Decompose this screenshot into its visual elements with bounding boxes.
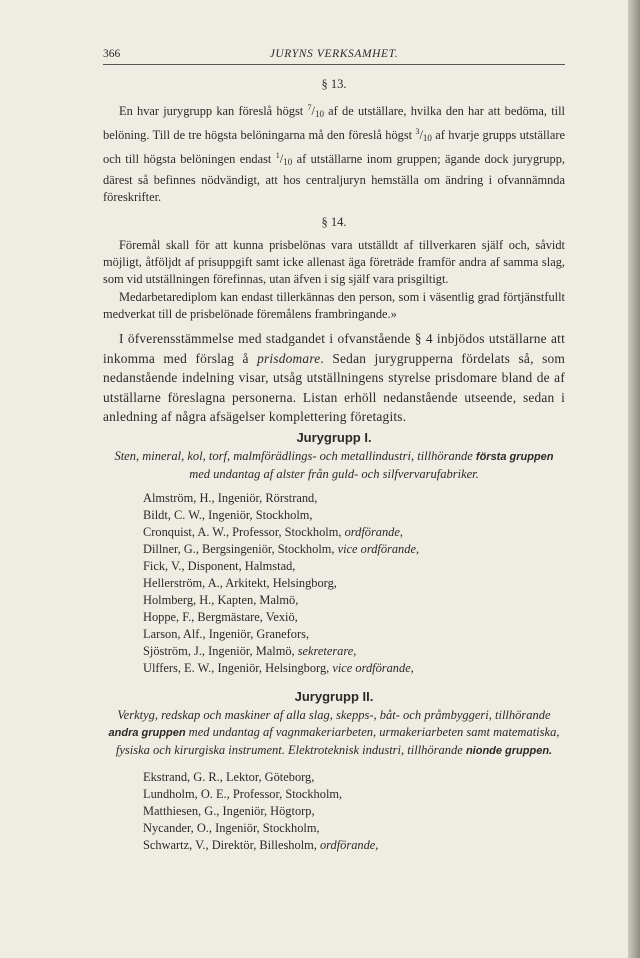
group-2-title: Jurygrupp II. xyxy=(294,689,374,704)
list-item: Hellerström, A., Arkitekt, Helsingborg, xyxy=(143,576,337,590)
running-header xyxy=(103,44,565,64)
list-item: Nycander, O., Ingeniör, Stockholm, xyxy=(143,821,320,835)
header-rule xyxy=(103,64,565,65)
group-1-title: Jurygrupp I. xyxy=(296,430,372,445)
section-13-heading: § 13. xyxy=(321,77,347,91)
list-item: Fick, V., Disponent, Halmstad, xyxy=(143,559,296,573)
intro-paragraph: I öfverensstämmelse med stadgandet i ofvanstående § 4 inbjödos utställarne att inkomma med förslag å prisdomare. Sedan jurygrupperna fördelats så, som nedanstående indelning visar, utsåg utställningens styrelse prisdomare bland de af utställarne föreslagna personerna. Listan erhöll nedanstående utseende, sedan i anledning af några afsägelser komplettering företagits. xyxy=(103,331,565,425)
page-edge-shadow xyxy=(628,0,640,958)
list-item: Almström, H., Ingeniör, Rörstrand, xyxy=(143,491,318,505)
list-item: Dillner, G., Bergsingeniör, Stockholm, vice ordförande, xyxy=(143,542,420,556)
running-title: JURYNS VERKSAMHET. xyxy=(269,48,399,60)
section-14-paragraph-2: Medarbetarediplom kan endast tillerkännas den person, som i väsentlig grad förtjänstfullt medverkat till de prisbelönade föremålens frambringande.» xyxy=(103,289,565,321)
list-item: Sjöström, J., Ingeniör, Malmö, sekreterare, xyxy=(143,644,357,658)
list-item: Matthiesen, G., Ingeniör, Högtorp, xyxy=(143,804,315,818)
list-item: Ekstrand, G. R., Lektor, Göteborg, xyxy=(143,770,315,784)
list-item: Cronquist, A. W., Professor, Stockholm, ordförande, xyxy=(143,525,403,539)
section-13-paragraph: En hvar jurygrupp kan föreslå högst $^7/_{10}$ af de utställare, hvilka den har att bedöma, till belöning. Till de tre högsta belöningarna må den föreslå högst $^3/_{10}$ af hvarje grupps utställare och till högsta belöningen endast $^1/_{10}$ af utställarne inom gruppen; ägande dock jurygrupp, därest så befinnes nödvändigt, att hos centraljuryn hemställa om ändring i ofvannämnda föreskrifter. xyxy=(103,103,565,204)
section-14-paragraph-1: Föremål skall för att kunna prisbelönas vara utställdt af tillverkaren själf och, såvidt möjligt, åtföljdt af prisuppgift samt icke allenast äga företräde framför andra af samma slag, som vid utställningen förefinnas, utan äfven i sig själf vara prisgiltigt. xyxy=(103,238,565,287)
list-item: Bildt, C. W., Ingeniör, Stockholm, xyxy=(143,508,313,522)
list-item: Ulffers, E. W., Ingeniör, Helsingborg, vice ordförande, xyxy=(143,661,414,675)
list-item: Hoppe, F., Bergmästare, Vexiö, xyxy=(143,610,298,624)
list-item: Schwartz, V., Direktör, Billesholm, ordförande, xyxy=(143,838,379,852)
group-2-member-list xyxy=(103,769,565,854)
group-1-member-list xyxy=(103,490,565,677)
document-page xyxy=(103,44,565,854)
list-item: Larson, Alf., Ingeniör, Granefors, xyxy=(143,627,310,641)
page-number: 366 xyxy=(103,48,121,60)
list-item: Holmberg, H., Kapten, Malmö, xyxy=(143,593,299,607)
group-1-description: Sten, mineral, kol, torf, malmförädlings- och metallindustri, tillhörande första gruppen med undantag af alster från guld- och silfvervarufabriker. xyxy=(114,449,554,481)
group-2-description: Verktyg, redskap och maskiner af alla slag, skepps-, båt- och pråmbyggeri, tillhörande andra gruppen med undantag af vagnmakeriarbeten, urmakeriarbeten samt matematiska, fysiska och kirurgiska instrument. Elektroteknisk industri, tillhörande nionde gruppen. xyxy=(108,708,560,757)
section-14-heading: § 14. xyxy=(321,215,347,230)
list-item: Lundholm, O. E., Professor, Stockholm, xyxy=(143,787,343,801)
